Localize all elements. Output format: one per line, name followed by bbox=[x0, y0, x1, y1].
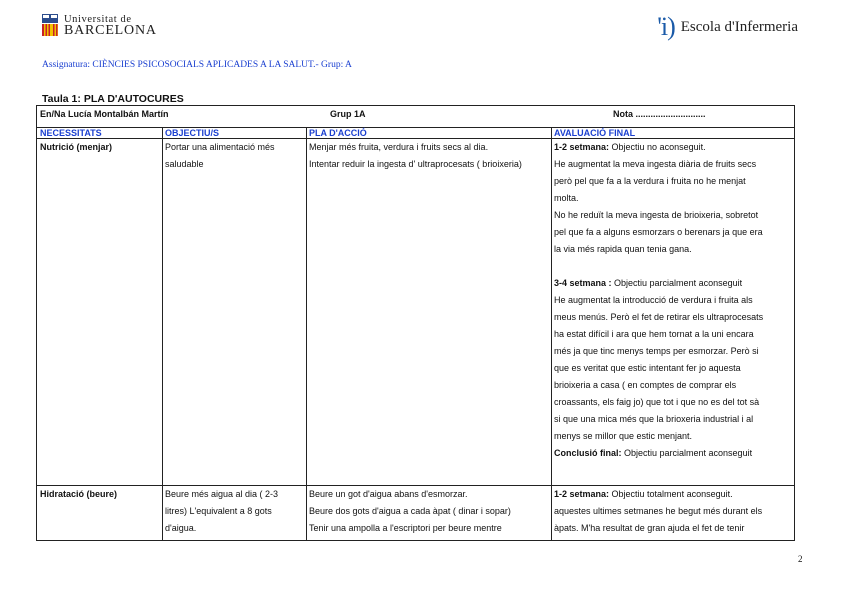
eval-line: brioixeria a casa ( en comptes de comprar els bbox=[554, 380, 737, 390]
col-divider-2 bbox=[306, 127, 307, 540]
column-headers bbox=[37, 127, 794, 137]
week12-label: 1-2 setmana: bbox=[554, 489, 610, 499]
eval-line: la via més rapida quan tenia gana. bbox=[554, 244, 692, 254]
eval-line: meus menús. Però el fet de retirar els ultraprocesats bbox=[554, 312, 764, 322]
week34-label: 3-4 setmana : bbox=[554, 278, 612, 288]
plan-nutrition bbox=[309, 139, 549, 173]
eval-line: croassants, els faig jo) que tot i que no es del tot sà bbox=[554, 397, 760, 407]
eval-line: aquestes ultimes setmanes he begut més durant els bbox=[554, 506, 763, 516]
eval-nutrition bbox=[554, 139, 794, 462]
university-name bbox=[64, 14, 157, 36]
page-number: 2 bbox=[798, 554, 803, 564]
col-header-action-plan: PLA D'ACCIÓ bbox=[309, 128, 367, 138]
eval-week34-heading bbox=[554, 275, 794, 292]
need-hydration: Hidratació (beure) bbox=[40, 489, 118, 499]
need-nutrition: Nutrició (menjar) bbox=[40, 142, 113, 152]
plan-line: Beure un got d'aigua abans d'esmorzar. bbox=[309, 489, 468, 499]
plan-line: Beure dos gots d'aigua a cada àpat ( dinar i sopar) bbox=[309, 506, 511, 516]
eval-line: menys se millor que estic menjant. bbox=[554, 431, 693, 441]
col-header-needs: NECESSITATS bbox=[40, 128, 102, 138]
objective-line: Beure més aigua al dia ( 2-3 bbox=[165, 489, 279, 499]
university-logo bbox=[42, 14, 157, 36]
school-name: Escola d'Infermeria bbox=[680, 18, 798, 35]
col-divider-1 bbox=[162, 127, 163, 540]
week12-status: Objectiu totalment aconseguit. bbox=[609, 489, 733, 499]
col-header-objectives: OBJECTIU/S bbox=[165, 128, 220, 138]
objective-line: d'aigua. bbox=[165, 523, 197, 533]
table-title: Taula 1: PLA D'AUTOCURES bbox=[42, 93, 184, 105]
final-status: Objectiu parcialment aconseguit bbox=[621, 448, 753, 458]
objective-hydration bbox=[165, 486, 303, 537]
self-care-table bbox=[36, 105, 795, 541]
student-info-row bbox=[37, 106, 794, 128]
eval-line: ha estat difícil i ara que hem tornat a la uni encara bbox=[554, 329, 754, 339]
col-divider-3 bbox=[551, 127, 552, 540]
week12-status: Objectiu no aconseguit. bbox=[609, 142, 706, 152]
university-line2: BARCELONA bbox=[64, 23, 157, 38]
spacer bbox=[554, 258, 794, 275]
plan-line: Tenir una ampolla a l'escriptori per beure mentre bbox=[309, 523, 502, 533]
grade-field: Nota ............................ bbox=[613, 109, 706, 119]
shield-icon bbox=[42, 14, 58, 36]
plan-hydration bbox=[309, 486, 549, 537]
student-name: En/Na Lucía Montalbán Martín bbox=[40, 109, 169, 119]
group-label: Grup 1A bbox=[330, 109, 366, 119]
eval-line: més ja que tinc menys temps per esmorzar. Però si bbox=[554, 346, 759, 356]
eval-line: si que una mica més que la brioxeria industrial i al bbox=[554, 414, 754, 424]
eval-final-heading bbox=[554, 445, 794, 462]
eval-line: que es veritat que estic intentant fer jo aquesta bbox=[554, 363, 741, 373]
week34-status: Objectiu parcialment aconseguit bbox=[611, 278, 743, 288]
eval-line: però pel que fa a la verdura i fruita no he menjat bbox=[554, 176, 746, 186]
plan-line: Intentar reduir la ingesta d' ultraprocesats ( brioixeria) bbox=[309, 159, 522, 169]
school-mark-icon: 'i) bbox=[657, 12, 675, 41]
objective-line: Portar una alimentació més bbox=[165, 142, 275, 152]
subject-line: Assignatura: CIÈNCIES PSICOSOCIALS APLICADES A LA SALUT.- Grup: A bbox=[42, 60, 352, 70]
eval-line: No he reduït la meva ingesta de brioixeria, sobretot bbox=[554, 210, 759, 220]
objective-line: saludable bbox=[165, 159, 204, 169]
eval-line: pel que fa a alguns esmorzars o berenars ja que era bbox=[554, 227, 763, 237]
eval-hydration bbox=[554, 486, 794, 537]
objective-line: litres) L'equivalent a 8 gots bbox=[165, 506, 272, 516]
eval-line: He augmentat la introducció de verdura i fruita als bbox=[554, 295, 753, 305]
objective-nutrition bbox=[165, 139, 303, 173]
university-line1: Universitat de bbox=[64, 14, 132, 25]
week12-label: 1-2 setmana: bbox=[554, 142, 610, 152]
eval-line: àpats. M'ha resultat de gran ajuda el fet de tenir bbox=[554, 523, 745, 533]
col-header-final-eval: AVALUACIÓ FINAL bbox=[554, 128, 636, 138]
final-label: Conclusió final: bbox=[554, 448, 622, 458]
plan-line: Menjar més fruita, verdura i fruits secs al dia. bbox=[309, 142, 489, 152]
eval-line: He augmentat la meva ingesta diària de fruits secs bbox=[554, 159, 757, 169]
eval-week12-heading bbox=[554, 139, 794, 156]
eval-week12-heading bbox=[554, 486, 794, 503]
eval-line: molta. bbox=[554, 193, 579, 203]
school-logo bbox=[657, 12, 798, 42]
